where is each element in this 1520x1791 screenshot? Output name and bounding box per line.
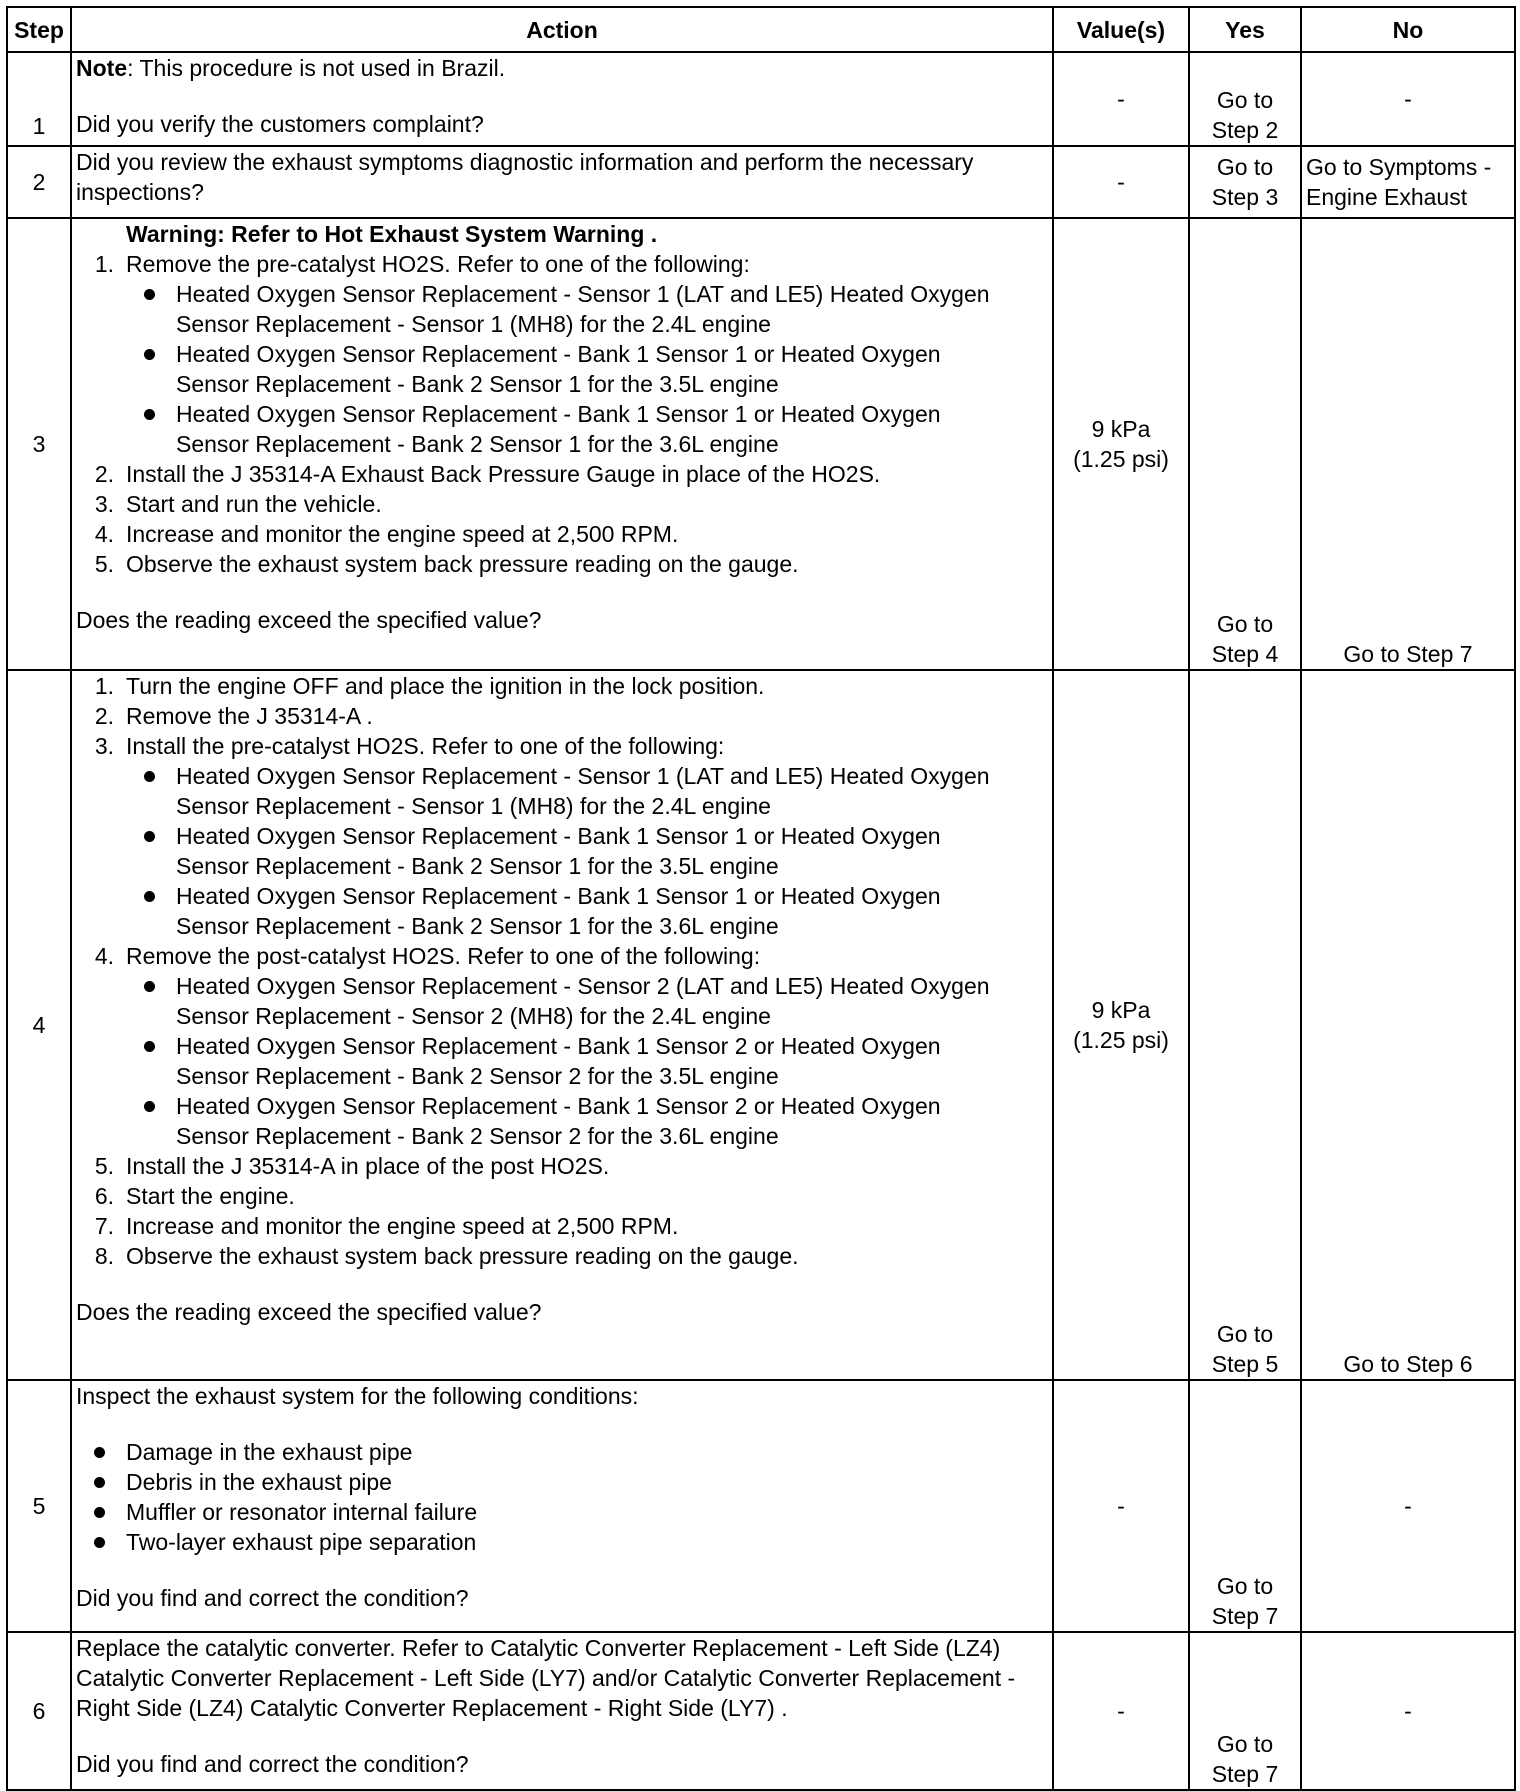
list-item: Heated Oxygen Sensor Replacement - Bank 1 Sensor 1 or Heated Oxygen Sensor Replacement - Bank 2 Sensor 1 for the 3.6L engine xyxy=(76,399,1048,459)
action-cell xyxy=(71,218,1053,670)
bullet-list xyxy=(76,279,1048,459)
item-text: Increase and monitor the engine speed at 2,500 RPM. xyxy=(126,521,679,547)
no-cell: - xyxy=(1301,1380,1515,1632)
list-item xyxy=(76,941,1048,971)
header-yes: Yes xyxy=(1189,7,1301,52)
item-number: 3. xyxy=(94,491,114,517)
list-item xyxy=(76,1151,1048,1181)
list-item: Heated Oxygen Sensor Replacement - Bank 1 Sensor 2 or Heated Oxygen Sensor Replacement - Bank 2 Sensor 2 for the 3.6L engine xyxy=(76,1091,1048,1151)
action-cell xyxy=(71,670,1053,1380)
item-text: Turn the engine OFF and place the ignition in the lock position. xyxy=(126,673,765,699)
list-item: Heated Oxygen Sensor Replacement - Bank 1 Sensor 1 or Heated Oxygen Sensor Replacement - Bank 2 Sensor 1 for the 3.6L engine xyxy=(76,881,1048,941)
list-item: Heated Oxygen Sensor Replacement - Bank 1 Sensor 1 or Heated Oxygen Sensor Replacement - Bank 2 Sensor 1 for the 3.5L engine xyxy=(76,339,1048,399)
step-number: 2 xyxy=(7,146,71,218)
procedure-list xyxy=(76,671,1048,761)
header-values: Value(s) xyxy=(1053,7,1189,52)
item-text: Observe the exhaust system back pressure reading on the gauge. xyxy=(126,551,799,577)
note-text: : This procedure is not used in Brazil. xyxy=(127,55,506,81)
yes-cell: Go to Step 5 xyxy=(1189,670,1301,1380)
no-cell: Go to Symptoms - Engine Exhaust xyxy=(1301,146,1515,218)
list-item: Heated Oxygen Sensor Replacement - Sensor 1 (LAT and LE5) Heated Oxygen Sensor Replacement - Sensor 1 (MH8) for the 2.4L engine xyxy=(76,761,1048,821)
procedure-list xyxy=(76,941,1048,971)
header-action: Action xyxy=(71,7,1053,52)
step-number: 3 xyxy=(7,218,71,670)
item-text: Remove the pre-catalyst HO2S. Refer to one of the following: xyxy=(126,251,750,277)
list-item xyxy=(76,701,1048,731)
question-text: Did you review the exhaust symptoms diagnostic information and perform the necessary inspections? xyxy=(76,149,974,205)
list-item xyxy=(76,1211,1048,1241)
list-item xyxy=(76,1181,1048,1211)
procedure-list xyxy=(76,249,1048,279)
list-item: Two-layer exhaust pipe separation xyxy=(76,1527,1048,1557)
action-cell xyxy=(71,1632,1053,1790)
header-step: Step xyxy=(7,7,71,52)
table-row-step-4 xyxy=(7,670,1515,1380)
item-text: Install the J 35314-A Exhaust Back Pressure Gauge in place of the HO2S. xyxy=(126,461,881,487)
question-text: Does the reading exceed the specified value? xyxy=(76,1299,542,1325)
step-number: 5 xyxy=(7,1380,71,1632)
list-item: Damage in the exhaust pipe xyxy=(76,1437,1048,1467)
value-cell: - xyxy=(1053,146,1189,218)
no-cell: - xyxy=(1301,52,1515,146)
table-row-step-5 xyxy=(7,1380,1515,1632)
value-cell: - xyxy=(1053,1380,1189,1632)
list-item xyxy=(76,731,1048,761)
value-cell: - xyxy=(1053,52,1189,146)
yes-cell: Go to Step 2 xyxy=(1189,52,1301,146)
no-cell: - xyxy=(1301,1632,1515,1790)
value-line: 9 kPa xyxy=(1091,997,1151,1023)
step-number: 6 xyxy=(7,1632,71,1790)
table-row-step-2 xyxy=(7,146,1515,218)
item-text: Install the J 35314-A in place of the post HO2S. xyxy=(126,1153,610,1179)
value-cell: - xyxy=(1053,1632,1189,1790)
yes-cell: Go to Step 7 xyxy=(1189,1632,1301,1790)
action-cell xyxy=(71,146,1053,218)
yes-cell: Go to Step 3 xyxy=(1189,146,1301,218)
item-text: Start and run the vehicle. xyxy=(126,491,382,517)
item-number: 5. xyxy=(94,551,114,577)
list-item: Heated Oxygen Sensor Replacement - Sensor 1 (LAT and LE5) Heated Oxygen Sensor Replacement - Sensor 1 (MH8) for the 2.4L engine xyxy=(76,279,1048,339)
question-text: Did you find and correct the condition? xyxy=(76,1585,469,1611)
value-line: (1.25 psi) xyxy=(1073,446,1169,472)
list-item xyxy=(76,1241,1048,1271)
item-number: 7. xyxy=(94,1213,114,1239)
item-text: Remove the post-catalyst HO2S. Refer to one of the following: xyxy=(126,943,761,969)
header-row xyxy=(7,7,1515,52)
question-text: Did you verify the customers complaint? xyxy=(76,111,484,137)
no-cell: Go to Step 7 xyxy=(1301,218,1515,670)
table-row-step-3 xyxy=(7,218,1515,670)
item-number: 5. xyxy=(94,1153,114,1179)
item-text: Install the pre-catalyst HO2S. Refer to one of the following: xyxy=(126,733,725,759)
item-number: 3. xyxy=(94,733,114,759)
procedure-list xyxy=(76,1151,1048,1271)
list-item xyxy=(76,671,1048,701)
warning-text: Warning: Refer to Hot Exhaust System Warning . xyxy=(126,221,658,247)
list-item: Muffler or resonator internal failure xyxy=(76,1497,1048,1527)
list-item xyxy=(76,519,1048,549)
item-text: Start the engine. xyxy=(126,1183,295,1209)
item-number: 4. xyxy=(94,521,114,547)
item-number: 8. xyxy=(94,1243,114,1269)
bullet-list xyxy=(76,971,1048,1151)
list-item: Heated Oxygen Sensor Replacement - Bank 1 Sensor 1 or Heated Oxygen Sensor Replacement - Bank 2 Sensor 1 for the 3.5L engine xyxy=(76,821,1048,881)
intro-text: Inspect the exhaust system for the following conditions: xyxy=(76,1383,639,1409)
step-number: 4 xyxy=(7,670,71,1380)
note-label: Note xyxy=(76,55,128,81)
no-cell: Go to Step 6 xyxy=(1301,670,1515,1380)
item-number: 2. xyxy=(94,703,114,729)
value-cell xyxy=(1053,670,1189,1380)
header-no: No xyxy=(1301,7,1515,52)
item-text: Observe the exhaust system back pressure reading on the gauge. xyxy=(126,1243,799,1269)
list-item xyxy=(76,549,1048,579)
yes-cell: Go to Step 7 xyxy=(1189,1380,1301,1632)
intro-text: Replace the catalytic converter. Refer to Catalytic Converter Replacement - Left Side (LZ4) Catalytic Converter Replacement - Left Side (LY7) and/or Catalytic Converter Replacement - Right Side (LZ4) Catalytic Converter Replacement - Right Side (LY7) . xyxy=(76,1635,1016,1721)
list-item: Heated Oxygen Sensor Replacement - Bank 1 Sensor 2 or Heated Oxygen Sensor Replacement - Bank 2 Sensor 2 for the 3.5L engine xyxy=(76,1031,1048,1091)
value-line: (1.25 psi) xyxy=(1073,1027,1169,1053)
list-item xyxy=(76,489,1048,519)
diagnostic-table xyxy=(6,6,1516,1791)
item-number: 1. xyxy=(94,673,114,699)
question-text: Did you find and correct the condition? xyxy=(76,1751,469,1777)
bullet-list xyxy=(76,1437,1048,1557)
value-cell xyxy=(1053,218,1189,670)
table-row-step-1 xyxy=(7,52,1515,146)
item-number: 2. xyxy=(94,461,114,487)
item-text: Remove the J 35314-A . xyxy=(126,703,373,729)
step-number: 1 xyxy=(7,52,71,146)
action-cell xyxy=(71,52,1053,146)
item-text: Increase and monitor the engine speed at 2,500 RPM. xyxy=(126,1213,679,1239)
item-number: 6. xyxy=(94,1183,114,1209)
table-row-step-6 xyxy=(7,1632,1515,1790)
list-item xyxy=(76,459,1048,489)
question-text: Does the reading exceed the specified value? xyxy=(76,607,542,633)
item-number: 1. xyxy=(94,251,114,277)
list-item xyxy=(76,249,1048,279)
bullet-list xyxy=(76,761,1048,941)
yes-cell: Go to Step 4 xyxy=(1189,218,1301,670)
list-item: Heated Oxygen Sensor Replacement - Sensor 2 (LAT and LE5) Heated Oxygen Sensor Replacement - Sensor 2 (MH8) for the 2.4L engine xyxy=(76,971,1048,1031)
procedure-list xyxy=(76,459,1048,579)
list-item: Debris in the exhaust pipe xyxy=(76,1467,1048,1497)
value-line: 9 kPa xyxy=(1091,416,1151,442)
action-cell xyxy=(71,1380,1053,1632)
item-number: 4. xyxy=(94,943,114,969)
